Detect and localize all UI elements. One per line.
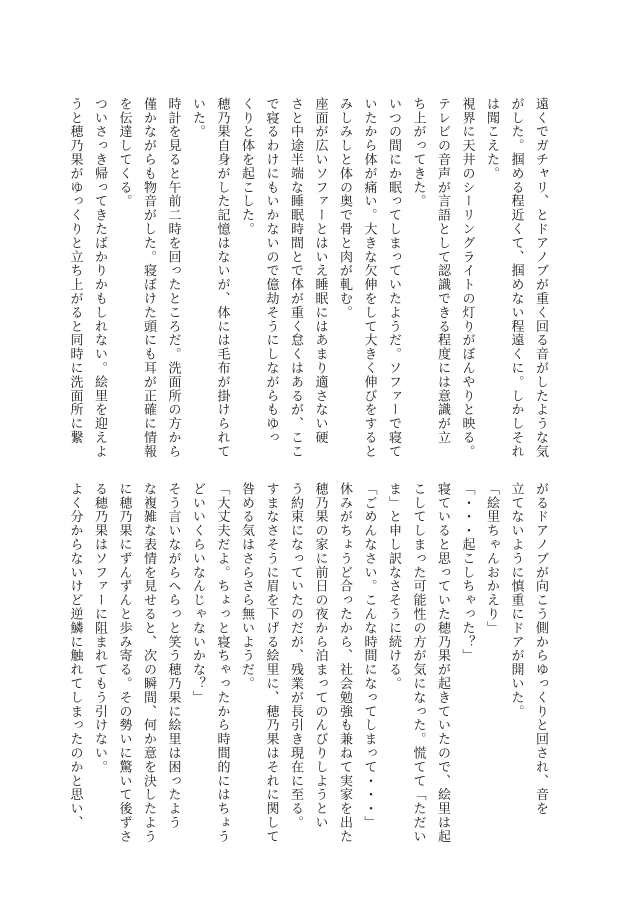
- lower-text-column: よく分からないけど逆鱗に触れてしまったのかと思い、: [67, 482, 83, 830]
- upper-text-column: いた。: [190, 97, 205, 139]
- lower-text-column: 「絵里ちゃんおかえり」: [484, 482, 499, 635]
- upper-text-block: [62, 97, 552, 459]
- upper-text-column: 遠くでガチャリ、とドアノブが重く回る音がしたような気: [533, 97, 548, 459]
- lower-text-column: 「大丈夫だよ。ちょっと寝ちゃったから時間的にはちょう: [214, 482, 230, 844]
- upper-text-column: くりと体を起こした。: [239, 97, 254, 236]
- lower-text-column: ま」と申し訳なさそうに続ける。: [386, 482, 401, 691]
- upper-text-column: さと中途半端な睡眠時間とで体が重く怠くはあるが、ここ: [288, 97, 303, 459]
- lower-text-column: に穂乃果にずんずんと歩み寄る。その勢いに驚いて後ずさ: [116, 482, 132, 844]
- lower-text-column: う約束になっていたのだが、残業が長引き現在に至る。: [288, 482, 303, 830]
- lower-text-column: 穂乃果の家に前日の夜から泊まってのんびりしようとい: [312, 482, 328, 830]
- upper-text-column: うと穂乃果がゆっくりと立ち上がると同時に洗面所に繋: [67, 97, 83, 445]
- upper-text-column: ち上がってきた。: [410, 97, 426, 209]
- lower-text-column: そう言いながらへらっと笑う穂乃果に絵里は困ったよう: [165, 482, 181, 830]
- lower-text-column: すまなさそうに眉を下げる絵里に、穂乃果はそれに関して: [263, 482, 279, 844]
- lower-text-column: な複雑な表情を見せると、次の瞬間、何か意を決したよう: [141, 482, 156, 844]
- upper-text-column: いたから体が痛い。大きな欠伸をして大きく伸びをすると: [361, 97, 377, 459]
- lower-text-block: [62, 482, 552, 844]
- upper-text-column: テレビの音声が言語として認識できる程度には意識が立: [435, 97, 450, 445]
- upper-text-column: みしみしと体の奥で骨と肉が軋む。: [337, 97, 352, 320]
- lower-text-column: どいいくらいなんじゃないかな？」: [190, 482, 205, 705]
- upper-text-column: 座面が広いソファーとはいえ睡眠にはあまり適さない硬: [312, 97, 328, 445]
- lower-text-column: がるドアノブが向こう側からゆっくりと回され、音を: [533, 482, 548, 816]
- upper-text-column: 時計を見ると午前二時を回ったところだ。洗面所の方から: [165, 97, 181, 459]
- upper-text-column: 視界に天井のシーリングライトの灯りがぼんやりと映る。: [459, 97, 475, 459]
- lower-text-column: 立てないように慎重にドアが開いた。: [508, 482, 524, 719]
- upper-text-column: 僅かながらも物音がした。寝ぼけた頭にも耳が正確に情報: [141, 97, 156, 459]
- lower-text-column: る穂乃果はソファーに阻まれてもう引けない。: [92, 482, 107, 774]
- upper-text-column: ついさっき帰ってきたばかりかもしれない。絵里を迎えよ: [92, 97, 107, 459]
- lower-text-column: 「・・・起こしちゃった？」: [459, 482, 475, 663]
- lower-text-column: こしてしまった可能性の方が気になった。慌てて「ただい: [410, 482, 426, 844]
- lower-text-column: 休みがちょうど合ったから、社会勉強も兼ねて実家を出た: [337, 482, 352, 844]
- lower-text-column: 寝ていると思っていた穂乃果が起きていたので、絵里は起: [435, 482, 450, 844]
- upper-text-column: は聞こえた。: [484, 97, 499, 181]
- upper-text-column: を伝達してくる。: [116, 97, 132, 209]
- upper-text-column: がした。掴める程近くて、掴めない程遠くに。しかしそれ: [508, 97, 524, 459]
- lower-text-column: 咎める気はさらさら無いようだ。: [239, 482, 254, 691]
- upper-text-column: 穂乃果自身がした記憶はないが、体には毛布が掛けられて: [214, 97, 230, 459]
- upper-text-column: いつの間にか眠ってしまっていたようだ。ソファーで寝て: [386, 97, 401, 459]
- upper-text-column: で寝るわけにもいかないので億劫そうにしながらもゆっ: [263, 97, 279, 445]
- lower-text-column: 「ごめんなさい。こんな時間になってしまって・・・」: [361, 482, 377, 830]
